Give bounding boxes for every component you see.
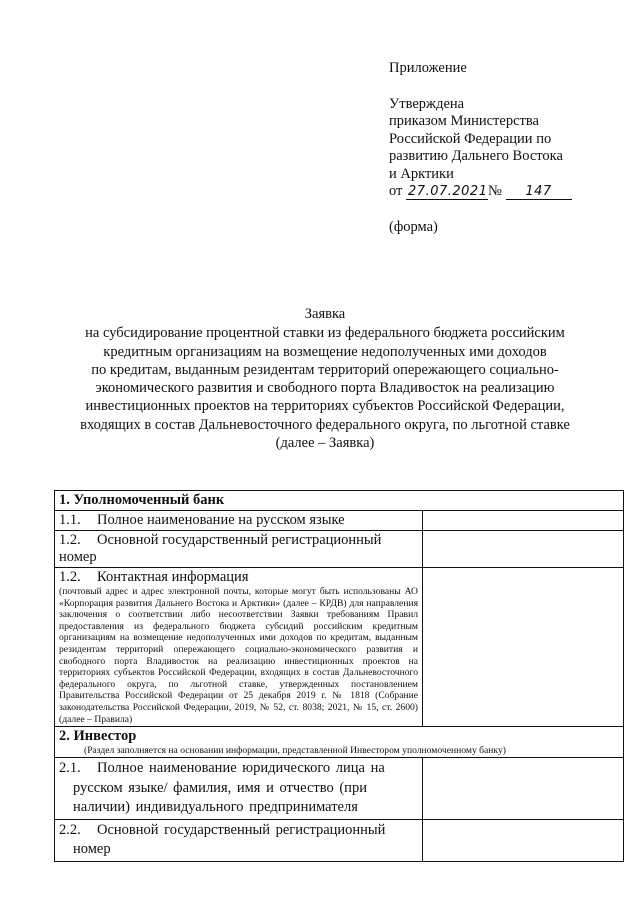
- order-date-line: [389, 183, 619, 201]
- row-label: Полное наименование юридического лица на: [97, 760, 385, 777]
- date-prefix: от: [389, 183, 403, 199]
- row-label-cont: номер: [59, 549, 97, 565]
- form-label: (форма): [389, 219, 438, 235]
- title-line: кредитным организациям на возмещение недополученных ими доходов: [103, 343, 547, 360]
- title-line: (далее – Заявка): [275, 435, 375, 452]
- title-line: входящих в состав Дальневосточного федерального округа, по льготной ставке: [80, 416, 570, 433]
- title-heading: Заявка: [304, 306, 346, 322]
- row-note: (почтовый адрес и адрес электронной почты, которые могут быть использованы АО «Корпорация развития Дальнего Востока и Арктики» (далее – КРДВ) для направления заключения о соответствии либо несоответствии Заявки требованиям Правил предоставления из федерального бюджета субсидий российским кредитным организациям на возмещение недополученных ими доходов по кредитам, выданным резидентам территорий опережающего социально-экономического развития и свободного порта Владивосток на реализацию инвестиционных проектов на территориях субъектов Российской Федерации, входящих в состав Дальневосточного федерального округа, по льготной ставке, утвержденных постановлением Правительства Российской Федерации от 25 декабря 2019 г. № 1818 (Собрание законодательства Российской Федерации, 2019, № 52, ст. 8038; 2021, № 15, ст. 2600) (далее – Правила): [59, 586, 418, 725]
- title-line: по кредитам, выданным резидентам территорий опережающего социально-: [91, 361, 559, 378]
- row-label: Основной государственный регистрационный: [97, 821, 386, 838]
- row-number: 1.2.: [59, 532, 81, 548]
- value-field[interactable]: [423, 568, 624, 726]
- application-table: [54, 490, 624, 862]
- table-row: [55, 531, 624, 568]
- number-prefix: №: [488, 183, 502, 199]
- approved-line: и Арктики: [389, 165, 454, 182]
- table-row: [55, 511, 624, 531]
- value-field[interactable]: [423, 531, 624, 567]
- section-title: 1. Уполномоченный банк: [55, 491, 624, 510]
- approved-line: развитию Дальнего Востока: [389, 148, 563, 164]
- approved-line: Российской Федерации по: [389, 130, 552, 147]
- handwritten-number: 147: [506, 184, 572, 200]
- row-number: 2.1.: [59, 760, 81, 777]
- table-row: [55, 758, 624, 820]
- row-label-cont: номер: [73, 841, 111, 858]
- value-field[interactable]: [423, 758, 624, 819]
- title-line: на субсидирование процентной ставки из федерального бюджета российским: [85, 325, 565, 342]
- approved-line: приказом Министерства: [389, 113, 539, 129]
- section-1-header: [55, 491, 624, 511]
- approved-line: Утверждена: [389, 95, 465, 112]
- title-line: инвестиционных проектов на территориях субъектов Российской Федерации,: [85, 398, 565, 415]
- row-number: 2.2.: [59, 821, 81, 838]
- section-note: (Раздел заполняется на основании информации, представленной Инвестором уполномоченному банку): [84, 745, 506, 757]
- section-title: 2. Инвестор: [59, 728, 137, 745]
- appendix-label: Приложение: [389, 60, 467, 76]
- row-label: Основной государственный регистрационный: [97, 532, 382, 548]
- table-row: [55, 568, 624, 727]
- section-2-header: [55, 727, 624, 758]
- value-field[interactable]: [423, 511, 624, 530]
- title-line: экономического развития и свободного порта Владивосток на реализацию: [95, 380, 555, 397]
- table-row: [55, 820, 624, 862]
- row-label: Контактная информация: [97, 569, 249, 585]
- row-label: Полное наименование на русском языке: [97, 512, 345, 528]
- document-title: [40, 305, 610, 452]
- row-number: 1.2.: [59, 569, 81, 585]
- row-label-cont: русском языке/ фамилия, имя и отчество (при: [73, 779, 367, 796]
- approval-block: [389, 60, 619, 201]
- value-field[interactable]: [423, 820, 624, 861]
- row-number: 1.1.: [59, 512, 81, 528]
- handwritten-date: 27.07.2021: [408, 184, 488, 199]
- row-label-cont: наличии) индивидуального предпринимателя: [73, 799, 358, 816]
